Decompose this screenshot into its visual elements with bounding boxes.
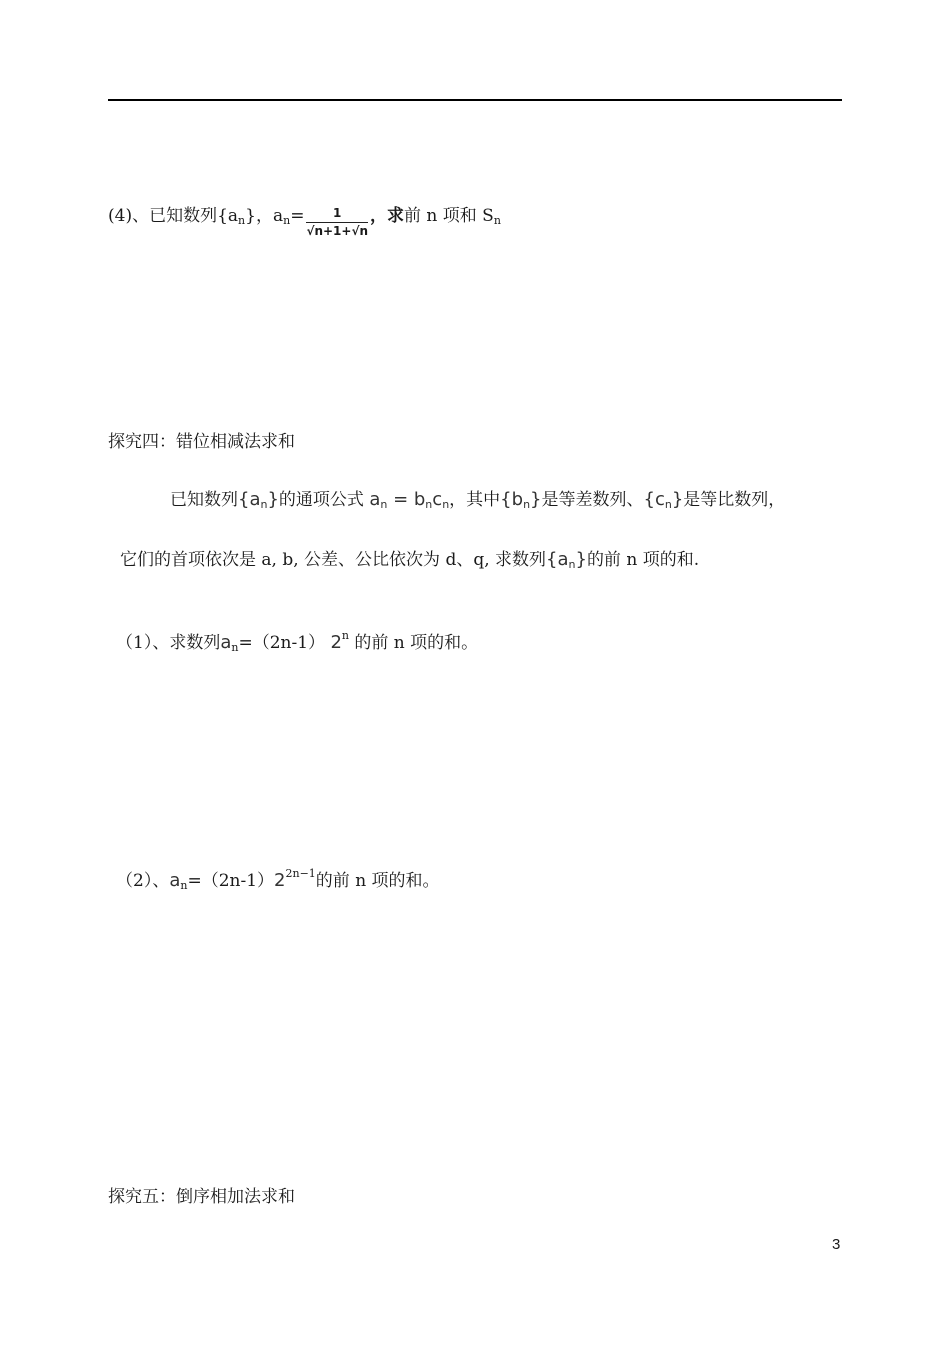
intro-text-2: 的通项公式 [278, 490, 364, 510]
set-c-sub: n [664, 498, 672, 511]
q2-prefix: （2）、 [116, 871, 170, 891]
q1-suffix: 的前 n 项的和。 [354, 633, 479, 653]
q2-eq: =（2n-1） [187, 871, 275, 891]
set-a2-sub: n [568, 558, 576, 571]
q1-prefix: （1）、求数列 [116, 633, 221, 653]
intro-line2-tail: 的前 n 项的和. [586, 550, 700, 570]
set-b-open: {b [500, 489, 524, 510]
section-4-intro-line1 [170, 485, 785, 511]
section-4-heading: 探究四：错位相减法求和 [108, 432, 295, 452]
an-symbol: a [272, 206, 284, 226]
an-sub: n [283, 214, 291, 227]
header-rule [108, 99, 842, 101]
fraction-numerator: 1 [333, 206, 342, 220]
set-a [238, 489, 279, 510]
intro-text-5: 是等比数列， [683, 490, 786, 510]
intro-text-1: 已知数列 [170, 490, 238, 510]
formula-sub-1: n [380, 498, 388, 511]
formula-sub-2: n [425, 498, 433, 511]
q1-pow-base: 2 [330, 632, 342, 653]
set-b-close: } [530, 489, 542, 510]
page-number: 3 [832, 1236, 841, 1253]
intro-text-4: 是等差数列、 [541, 490, 644, 510]
question-2 [116, 866, 440, 892]
fraction [306, 206, 368, 238]
formula-sub-3: n [442, 498, 450, 511]
q1-eq: =（2n-1） [238, 633, 326, 653]
intro-line2-text: 它们的首项依次是 a, b, 公差、公比依次为 d、q, 求数列 [120, 550, 547, 570]
section-5-heading: 探究五：倒序相加法求和 [108, 1187, 295, 1207]
intro-text-3: ，其中 [449, 490, 501, 510]
section-4-intro-line2 [120, 545, 699, 571]
problem-4-qiu: ，求 [370, 206, 405, 226]
seq-a-close: }， [245, 206, 273, 226]
set-b-sub: n [523, 498, 531, 511]
problem-4 [108, 201, 501, 238]
q2-suffix: 的前 n 项的和。 [315, 871, 440, 891]
q1-a: a [220, 632, 232, 653]
set-a-open: {a [238, 489, 261, 510]
equals-sign: = [290, 206, 305, 226]
formula-c: c [432, 489, 443, 510]
set-a2-close: } [575, 549, 587, 570]
seq-a-sub: n [238, 214, 246, 227]
sn-sub: n [493, 214, 501, 227]
set-a-sub: n [260, 498, 268, 511]
set-a-2 [546, 549, 587, 570]
formula-a: a [369, 489, 381, 510]
q2-pow-base: 2 [274, 870, 286, 891]
question-1 [116, 628, 478, 654]
problem-4-tail: 前 n 项和 S [404, 206, 494, 226]
set-a2-open: {a [546, 549, 569, 570]
q1-pow-exp: n [341, 629, 349, 642]
set-b [500, 489, 541, 510]
q2-pow-exp: 2n−1 [285, 867, 316, 880]
q1-a-sub: n [231, 641, 239, 654]
formula-eq-b: = b [387, 489, 426, 510]
problem-4-label: (4)、已知数列 [108, 206, 218, 226]
general-formula [369, 489, 449, 510]
seq-a: {a [217, 206, 239, 226]
set-c [644, 489, 684, 510]
set-c-close: } [671, 489, 684, 510]
q2-a-sub: n [180, 879, 188, 892]
set-a-close: } [267, 489, 279, 510]
set-c-open: {c [643, 489, 665, 510]
fraction-denominator: √n+1+√n [306, 224, 369, 238]
q2-a: a [169, 870, 181, 891]
